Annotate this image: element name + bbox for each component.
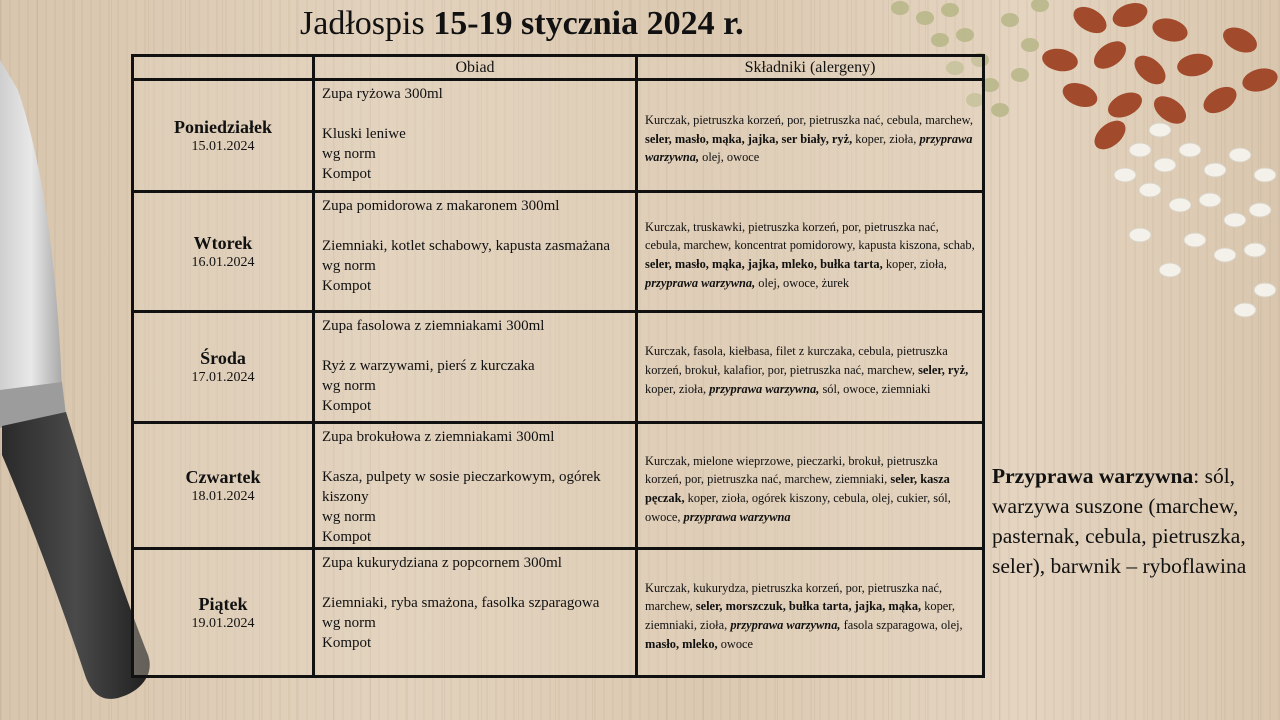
spacer — [322, 216, 629, 236]
portion-note: wg norm — [322, 509, 376, 525]
main-dish: Ziemniaki, ryba smażona, fasolka szparagowa — [322, 595, 600, 611]
day-name: Czwartek — [185, 466, 261, 487]
drink: Kompot — [322, 529, 372, 545]
day-cell — [133, 312, 314, 423]
drink: Kompot — [322, 278, 372, 294]
menu-table — [131, 54, 985, 678]
ingredient-text: Kurczak, pietruszka korzeń, por, pietruszka nać, cebula, marchew, — [645, 112, 973, 127]
drink: Kompot — [322, 635, 372, 651]
allergen-text: seler, morszczuk, bułka tarta, jajka, mąka, — [695, 599, 922, 614]
header-day — [133, 56, 314, 80]
ingredient-text: koper, zioła, ogórek kiszony, cebula, olej, cukier, sól, owoce, — [645, 491, 951, 524]
portion-note: wg norm — [322, 146, 376, 162]
soup: Zupa pomidorowa z makaronem 300ml — [322, 198, 560, 214]
ingredients-cell — [637, 80, 984, 192]
ingredient-text: Kurczak, fasola, kiełbasa, filet z kurczaka, cebula, pietruszka korzeń, brokuł, kalafior, por, pietruszka nać, marchew, — [645, 344, 948, 378]
drink: Kompot — [322, 398, 372, 414]
day-cell — [133, 549, 314, 677]
header-ingredients: Składniki (alergeny) — [637, 56, 984, 80]
ingredient-text: Kurczak, kukurydza, pietruszka korzeń, por, pietruszka nać, marchew, — [645, 580, 943, 614]
lunch-cell — [314, 549, 637, 677]
title-prefix: Jadłospis — [300, 5, 425, 42]
ingredient-text: sól, owoce, ziemniaki — [819, 381, 931, 396]
ingredient-text: Kurczak, mielone wieprzowe, pieczarki, brokuł, pietruszka korzeń, por, pietruszka nać, marchew, ziemniaki, — [645, 453, 938, 487]
day-name: Piątek — [198, 593, 248, 614]
spacer — [322, 336, 629, 356]
soup: Zupa brokułowa z ziemniakami 300ml — [322, 429, 555, 445]
portion-note: wg norm — [322, 615, 376, 631]
ingredients-cell — [637, 312, 984, 423]
day-cell — [133, 423, 314, 549]
day-date: 19.01.2024 — [191, 615, 255, 631]
drink: Kompot — [322, 166, 372, 182]
header-lunch: Obiad — [314, 56, 637, 80]
lunch-cell — [314, 312, 637, 423]
allergen-text: przyprawa warzywna, — [645, 131, 973, 165]
soup: Zupa kukurydziana z popcornem 300ml — [322, 555, 562, 571]
day-date: 16.01.2024 — [191, 254, 255, 270]
table-header-row — [133, 56, 984, 80]
table-row — [133, 423, 984, 549]
main-dish: Kasza, pulpety w sosie pieczarkowym, ogórek kiszony — [322, 469, 601, 505]
ingredients-cell — [637, 192, 984, 312]
lunch-cell — [314, 80, 637, 192]
note-colon: : — [1193, 464, 1200, 488]
seasoning-note — [992, 461, 1277, 581]
table-row — [133, 192, 984, 312]
ingredient-text: fasola szparagowa, olej, — [840, 618, 963, 632]
ingredient-text: owoce — [717, 636, 754, 651]
ingredient-text: koper, ziemniaki, zioła, — [645, 599, 956, 632]
ingredients-cell — [637, 549, 984, 677]
day-date: 15.01.2024 — [191, 138, 255, 154]
note-heading: Przyprawa warzywna — [992, 464, 1194, 488]
lunch-cell — [314, 192, 637, 312]
page-title — [300, 2, 860, 46]
ingredient-text: koper, zioła, — [645, 381, 710, 396]
ingredient-text: olej, owoce, żurek — [755, 275, 850, 290]
lunch-cell — [314, 423, 637, 549]
main-dish: Ziemniaki, kotlet schabowy, kapusta zasmażana — [322, 238, 611, 254]
day-name: Środa — [200, 348, 246, 368]
day-date: 18.01.2024 — [191, 488, 255, 504]
ingredient-text: koper, zioła, — [882, 257, 947, 271]
spacer — [322, 573, 629, 593]
day-cell — [133, 192, 314, 312]
spacer — [322, 447, 629, 467]
soup: Zupa ryżowa 300ml — [322, 86, 443, 102]
day-name: Poniedziałek — [174, 116, 272, 137]
allergen-text: seler, kasza pęczak, — [645, 472, 950, 505]
ingredient-text: Kurczak, truskawki, pietruszka korzeń, por, pietruszka nać, cebula, marchew, koncentrat pomidorowy, kapusta kiszona, schab, — [645, 219, 975, 253]
allergen-text: przyprawa warzywna, — [730, 618, 841, 632]
soup: Zupa fasolowa z ziemniakami 300ml — [322, 318, 545, 334]
day-date: 17.01.2024 — [191, 370, 255, 385]
allergen-text: seler, masło, mąka, jajka, mleko, bułka tarta, — [645, 257, 883, 271]
allergen-text: seler, masło, mąka, jajka, ser biały, ryż, — [645, 131, 853, 146]
table-row — [133, 312, 984, 423]
allergen-text: przyprawa warzywna — [683, 509, 791, 524]
spacer — [322, 104, 629, 124]
portion-note: wg norm — [322, 258, 376, 274]
allergen-text: przyprawa warzywna, — [709, 381, 820, 396]
table-row — [133, 80, 984, 192]
allergen-text: przyprawa warzywna, — [645, 275, 756, 290]
note-body: sól, warzywa suszone (marchew, pasternak, cebula, pietruszka, seler), barwnik – ryboflawina — [992, 464, 1247, 578]
day-name: Wtorek — [193, 232, 253, 253]
ingredient-text: olej, owoce — [699, 150, 760, 165]
table-row — [133, 549, 984, 677]
day-cell — [133, 80, 314, 192]
main-dish: Ryż z warzywami, pierś z kurczaka — [322, 358, 535, 374]
title-dates: 15-19 stycznia 2024 r. — [433, 5, 744, 42]
ingredient-text: koper, zioła, — [852, 131, 920, 146]
ingredients-cell — [637, 423, 984, 549]
main-dish: Kluski leniwe — [322, 126, 406, 142]
allergen-text: seler, ryż, — [918, 363, 969, 378]
allergen-text: masło, mleko, — [645, 636, 718, 651]
portion-note: wg norm — [322, 378, 376, 394]
menu-body — [133, 80, 984, 677]
